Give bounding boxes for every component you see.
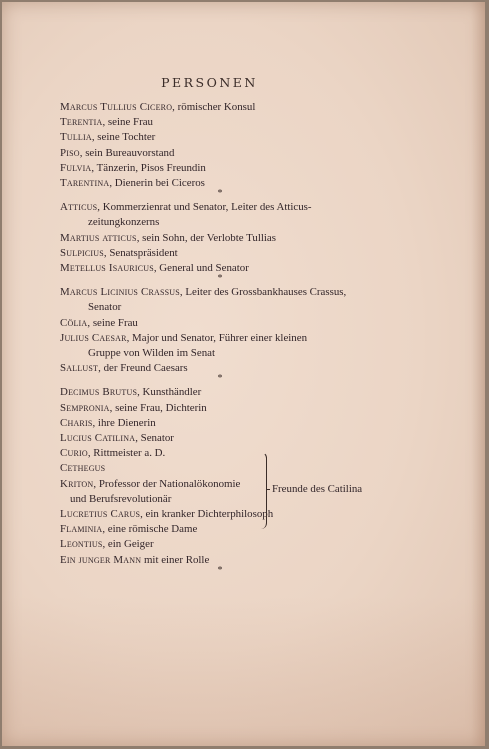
cast-entry: Martius atticus, sein Sohn, der Verlobte Tullias — [60, 231, 276, 244]
cast-group-3 — [60, 285, 380, 376]
cast-entry: Fulvia, Tänzerin, Pisos Freundin — [60, 161, 206, 174]
separator-star: * — [217, 373, 223, 385]
cast-entry: Metellus Isauricus, General und Senator — [60, 262, 249, 275]
cast-entry: Julius Caesar, Major und Senator, Führer einer kleinen Gruppe von Wilden im Senat — [60, 331, 308, 360]
cast-entry: Curio, Rittmeister a. D. — [60, 447, 166, 460]
cast-list — [60, 100, 380, 577]
cast-entry: Tarentina, Dienerin bei Ciceros — [60, 177, 205, 190]
cast-entry: Lucius Catilina, Senator — [60, 432, 174, 445]
cast-entry: Kriton, Professor der Nationalökonomie und Berufsrevolutionär — [60, 477, 241, 505]
cast-entry: Piso, sein Bureauvorstand — [60, 146, 175, 159]
page-heading: PERSONEN — [161, 75, 258, 90]
cast-entry: Cethegus — [60, 462, 106, 475]
curly-brace — [260, 452, 267, 529]
brace-label: Freunde des Catilina — [272, 483, 363, 496]
curly-brace-tip — [266, 489, 270, 490]
cast-entry: Leontius, ein Geiger — [60, 538, 154, 551]
catilina-friends-group — [60, 446, 380, 507]
cast-entry: Lucretius Carus, ein kranker Dichterphilosoph — [60, 508, 274, 521]
cast-entry: Decimus Brutus, Kunsthändler — [60, 386, 202, 399]
cast-group-4 — [60, 385, 380, 567]
cast-entry: Tullia, seine Tochter — [60, 131, 156, 144]
cast-group-2 — [60, 200, 380, 276]
cast-entry: Terentia, seine Frau — [60, 116, 153, 129]
cast-entry: Flaminia, eine römische Dame — [60, 523, 198, 536]
book-page — [2, 2, 485, 746]
cast-entry: Marcus Tullius Cicero, römischer Konsul — [60, 101, 256, 113]
page-stain — [2, 596, 485, 746]
cast-entry: Marcus Licinius Crassus, Leiter des Grossbankhauses Crassus, Senator — [60, 286, 347, 314]
cast-entry: Cölia, seine Frau — [60, 316, 138, 329]
cast-entry: Sulpicius, Senatspräsident — [60, 246, 178, 259]
separator-star: * — [217, 188, 223, 200]
cast-entry: Charis, ihre Dienerin — [60, 416, 156, 429]
cast-entry: Ein junger Mann mit einer Rolle — [60, 553, 210, 566]
separator-star: * — [217, 273, 223, 285]
cast-entry: Sallust, der Freund Caesars — [60, 362, 188, 375]
cast-entry: Atticus, Kommerzienrat und Senator, Leiter des Atticus- zeitungkonzerns — [60, 201, 312, 229]
cast-group-1 — [60, 100, 380, 191]
cast-entry: Sempronia, seine Frau, Dichterin — [60, 401, 207, 414]
separator-star: * — [217, 564, 223, 576]
